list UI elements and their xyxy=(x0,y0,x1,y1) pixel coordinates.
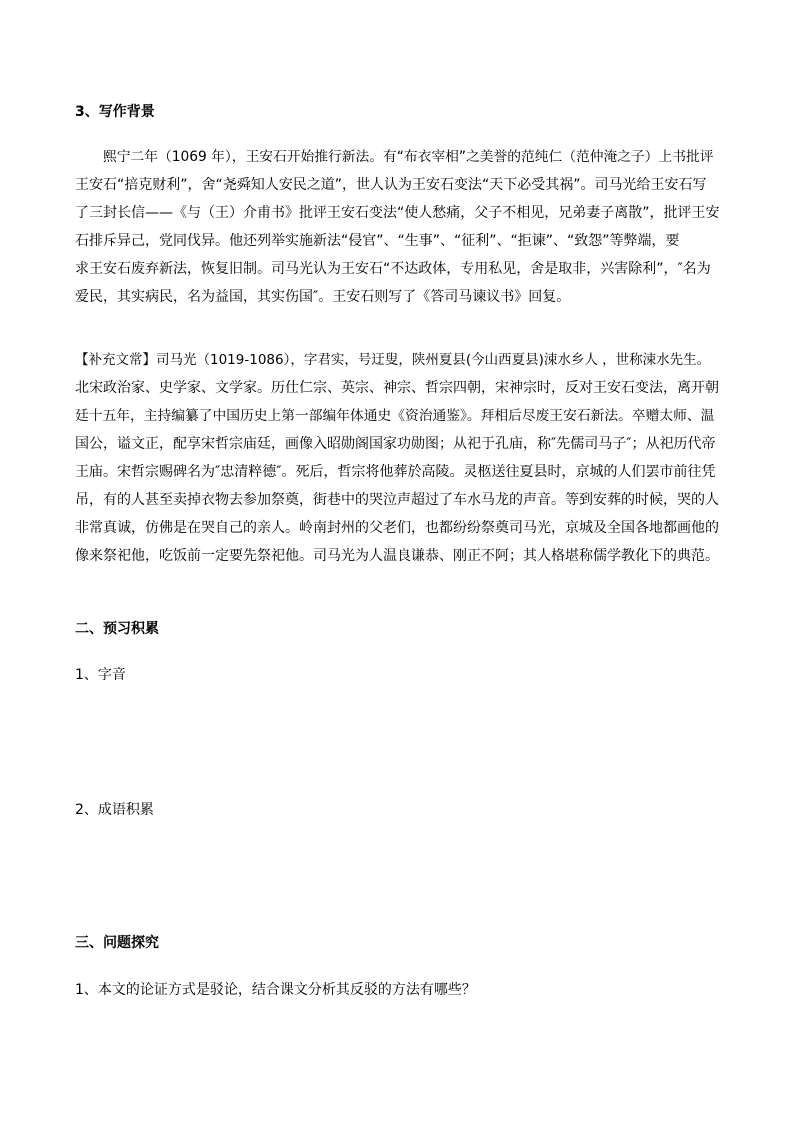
paragraph-line: 王庙。宋哲宗赐碑名为″忠清粹德″。死后，哲宗将他葬於高陵。灵柩送往夏县时，京城的人们罢市前往凭 xyxy=(75,464,716,480)
paragraph-line: 廷十五年，主持编纂了中国历史上第一部编年体通史《资治通鉴》。拜相后尽废王安石新法。卒赠太师、温 xyxy=(75,408,715,424)
paragraph-line: 求王安石废弃新法，恢复旧制。司马光认为王安石“不达政体，专用私见，舍是取非，兴害除利”，″名为 xyxy=(75,261,711,277)
section-heading-inquiry: 三、问题探究 xyxy=(75,935,159,951)
paragraph-line: 北宋政治家、史学家、文学家。历仕仁宗、英宗、神宗、哲宗四朝，宋神宗时，反对王安石变法，离开朝 xyxy=(75,380,719,396)
preview-item-idioms: 2、成语积累 xyxy=(75,802,154,818)
paragraph-line: 了三封长信——《与（王）介甫书》批评王安石变法“使人愁痛，父子不相见，兄弟妻子离散”，批评王安 xyxy=(75,205,720,221)
paragraph-line: 国公，谥文正，配享宋哲宗庙廷，画像入昭勋阁国家功勋图；从祀于孔庙，称″先儒司马子″；从祀历代帝 xyxy=(75,436,716,452)
section-heading-preview: 二、预习积累 xyxy=(75,621,159,637)
paragraph-line: 王安石“掊克财利”，舍“尧舜知人安民之道”，世人认为王安石变法“天下必受其祸”。司马光给王安石写 xyxy=(75,177,707,193)
supplement-paragraph xyxy=(75,346,721,570)
preview-item-pronunciation: 1、字音 xyxy=(75,667,126,683)
paragraph-line: 熙宁二年（1069 年），王安石开始推行新法。有“布衣宰相”之美誉的范纯仁（范仲淹之子）上书批评 xyxy=(103,149,714,165)
paragraph-line xyxy=(75,346,721,374)
paragraph-line: 非常真诚，仿佛是在哭自己的亲人。岭南封州的父老们，也都纷纷祭奠司马光，京城及全国各地都画他的 xyxy=(75,520,719,536)
paragraph-line: 像来祭祀他，吃饭前一定要先祭祀他。司马光为人温良谦恭、刚正不阿；其人格堪称儒学教化下的典范。 xyxy=(75,548,719,564)
paragraph-line: 爱民，其实病民，名为益国，其实伤国″。王安石则写了《答司马谏议书》回复。 xyxy=(75,289,571,305)
section-heading-writing-background: 3、写作背景 xyxy=(75,104,155,120)
paragraph-line: 石排斥异己，党同伐异。他还列举实施新法“侵官”、“生事”、“征利”、“拒谏”、“致怨”等弊端，要 xyxy=(75,233,680,249)
supplement-label: 【补充文常】 xyxy=(75,352,156,368)
supplement-line-text: 司马光（1019-1086），字君实，号迂叟，陕州夏县(今山西夏县)涑水乡人 ，世称涑水先生。 xyxy=(156,352,711,368)
inquiry-question-1: 1、本文的论证方式是驳论，结合课文分析其反驳的方法有哪些？ xyxy=(75,982,476,998)
paragraph-line: 吊，有的人甚至卖掉衣物去参加祭奠，街巷中的哭泣声超过了车水马龙的声音。等到安葬的时候，哭的人 xyxy=(75,492,719,508)
background-paragraph xyxy=(75,143,721,311)
